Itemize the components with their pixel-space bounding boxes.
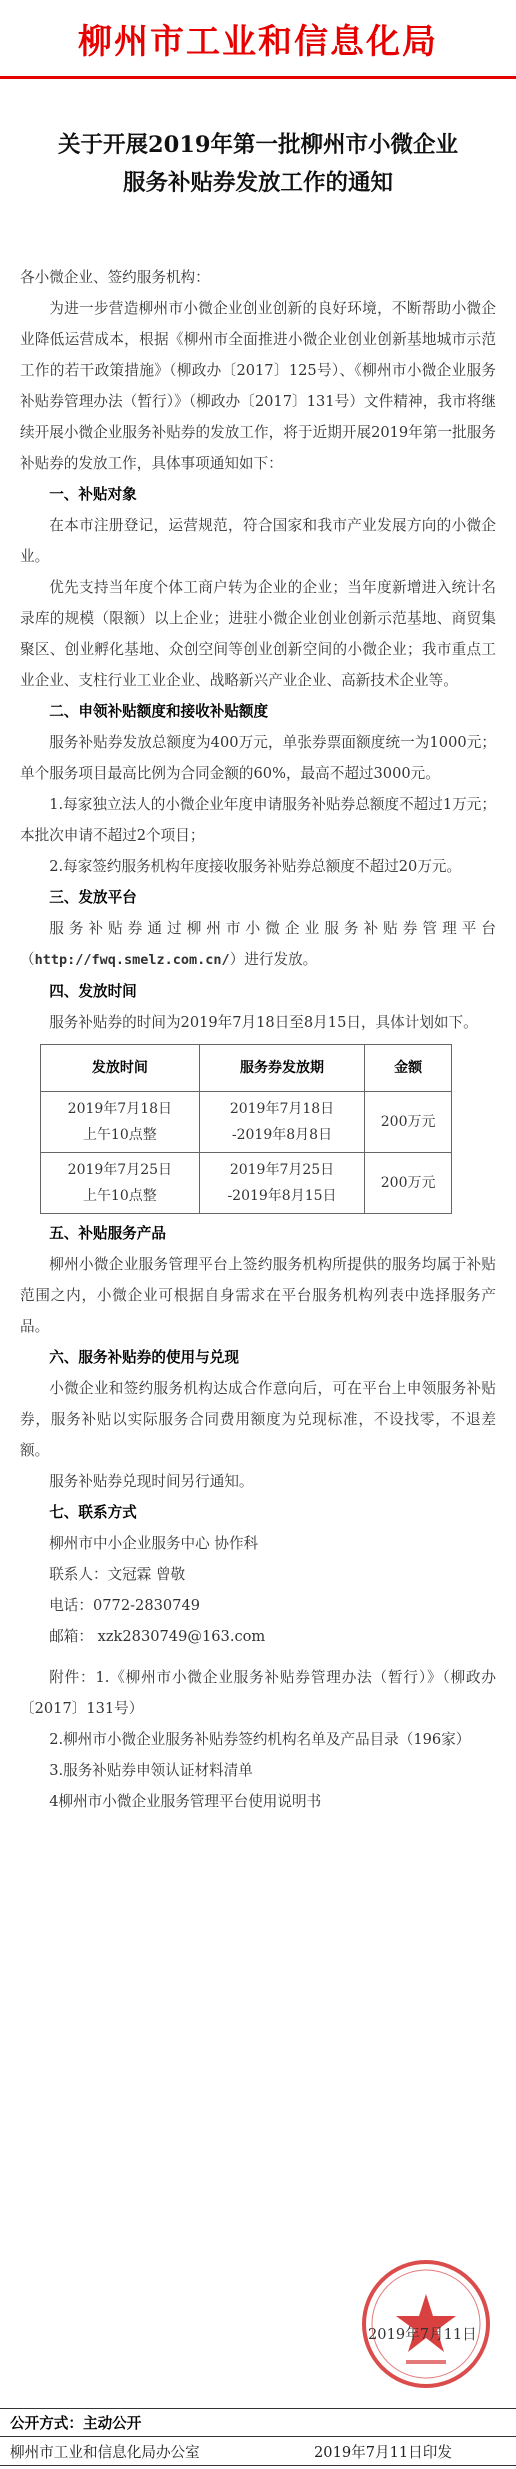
document-title: [20, 126, 496, 202]
platform-text-pre: 服务补贴券通过柳州市小微企业服务补贴券管理平台（: [20, 920, 496, 968]
attachment-2: 2.柳州市小微企业服务补贴券签约机构名单及产品目录（196家）: [49, 1731, 471, 1748]
section-3-heading: 三、发放平台: [49, 889, 137, 906]
contact-email: 邮箱： xzk2830749@163.com: [49, 1628, 266, 1645]
footer-rule-bottom: [0, 2465, 516, 2466]
intro-paragraph: 为进一步营造柳州市小微企业创业创新的良好环境，不断帮助小微企业降低运营成本，根据《柳州市全面推进小微企业创业创新基地城市示范工作的若干政策措施》（柳政办〔2017〕125号）、《柳州市小微企业服务补贴券管理办法（暂行）》（柳政办〔2017〕131号）文件精神，我市将继续开展小微企业服务补贴券的发放工作，将于近期开展2019年第一批服务补贴券的发放工作，具体事项通知如下：: [20, 300, 496, 472]
footer-rule-top: [0, 2408, 516, 2409]
print-date: 2019年7月11日印发: [314, 2444, 452, 2461]
signature-date: 2019年7月11日: [368, 2326, 477, 2343]
issuing-office: 柳州市工业和信息化局办公室: [10, 2444, 200, 2461]
table-cell-amount: 200万元: [365, 1153, 452, 1214]
issuer-header: 柳州市工业和信息化局: [78, 22, 438, 62]
attachment-4: 4柳州市小微企业服务管理平台使用说明书: [49, 1793, 322, 1810]
section-2-p2: 1.每家独立法人的小微企业年度申请服务补贴券总额度不超过1万元；本批次申请不超过2个项目；: [20, 796, 496, 844]
contact-phone: 电话：0772-2830749: [49, 1597, 201, 1614]
section-1-heading: 一、补贴对象: [49, 486, 137, 503]
table-cell-period: 2019年7月18日 -2019年8月8日: [199, 1092, 365, 1153]
section-2-p1: 服务补贴券发放总额度为400万元，单张券票面额度统一为1000元；单个服务项目最高比例为合同金额的60%，最高不超过3000元。: [20, 734, 496, 782]
platform-url-link[interactable]: http://fwq.smelz.com.cn/: [34, 952, 230, 968]
section-6-p1: 小微企业和签约服务机构达成合作意向后，可在平台上申领服务补贴券，服务补贴以实际服务合同费用额度为兑现标准，不设找零，不退差额。: [20, 1380, 496, 1459]
table-cell-period: 2019年7月25日 -2019年8月15日: [199, 1153, 365, 1214]
section-1-p1: 在本市注册登记，运营规范，符合国家和我市产业发展方向的小微企业。: [20, 517, 496, 565]
table-header-cell: 服务券发放期: [199, 1045, 365, 1092]
table-header-cell: 发放时间: [41, 1045, 200, 1092]
salutation: 各小微企业、签约服务机构：: [20, 269, 210, 286]
table-cell-time: 2019年7月18日 上午10点整: [41, 1092, 200, 1153]
disclosure-method: 公开方式：主动公开: [10, 2415, 142, 2432]
attachment-3: 3.服务补贴券申领认证材料清单: [49, 1762, 253, 1779]
signature-block: [0, 2250, 516, 2400]
section-4-heading: 四、发放时间: [49, 983, 137, 1000]
table-cell-time: 2019年7月25日 上午10点整: [41, 1153, 200, 1214]
section-2-p3: 2.每家签约服务机构年度接收服务补贴券总额度不超过20万元。: [49, 858, 462, 875]
section-5-heading: 五、补贴服务产品: [49, 1225, 166, 1242]
section-4-p1: 服务补贴券的时间为2019年7月18日至8月15日，具体计划如下。: [49, 1014, 478, 1031]
contact-org: 柳州市中小企业服务中心 协作科: [49, 1535, 259, 1552]
footer-rule-middle: [0, 2436, 516, 2437]
platform-text-post: ）进行发放。: [229, 951, 318, 968]
title-line-2: 服务补贴券发放工作的通知: [122, 170, 393, 196]
table-header-cell: 金额: [365, 1045, 452, 1092]
section-2-heading: 二、申领补贴额度和接收补贴额度: [49, 703, 269, 720]
section-5-p1: 柳州小微企业服务管理平台上签约服务机构所提供的服务均属于补贴范围之内，小微企业可根据自身需求在平台服务机构列表中选择服务产品。: [20, 1256, 496, 1335]
schedule-table: [40, 1044, 452, 1214]
section-7-heading: 七、联系方式: [49, 1504, 137, 1521]
section-6-heading: 六、服务补贴券的使用与兑现: [49, 1349, 239, 1366]
table-cell-amount: 200万元: [365, 1092, 452, 1153]
table-row: [41, 1092, 452, 1153]
document-body: [20, 262, 496, 1817]
header-red-rule: [0, 76, 516, 79]
title-line-1: 关于开展2019年第一批柳州市小微企业: [57, 132, 459, 158]
attachment-1: 附件：1.《柳州市小微企业服务补贴券管理办法（暂行）》（柳政办〔2017〕131号）: [20, 1669, 496, 1717]
section-6-p2: 服务补贴券兑现时间另行通知。: [49, 1473, 254, 1490]
table-header-row: [41, 1045, 452, 1092]
section-3-p1: [20, 913, 496, 976]
section-1-p2: 优先支持当年度个体工商户转为企业的企业；当年度新增进入统计名录库的规模（限额）以上企业；进驻小微企业创业创新示范基地、商贸集聚区、创业孵化基地、众创空间等创业创新空间的小微企业；我市重点工业企业、支柱行业工业企业、战略新兴产业企业、高新技术企业等。: [20, 579, 496, 689]
table-row: [41, 1153, 452, 1214]
contact-person: 联系人：文冠霖 曾敬: [49, 1566, 186, 1583]
